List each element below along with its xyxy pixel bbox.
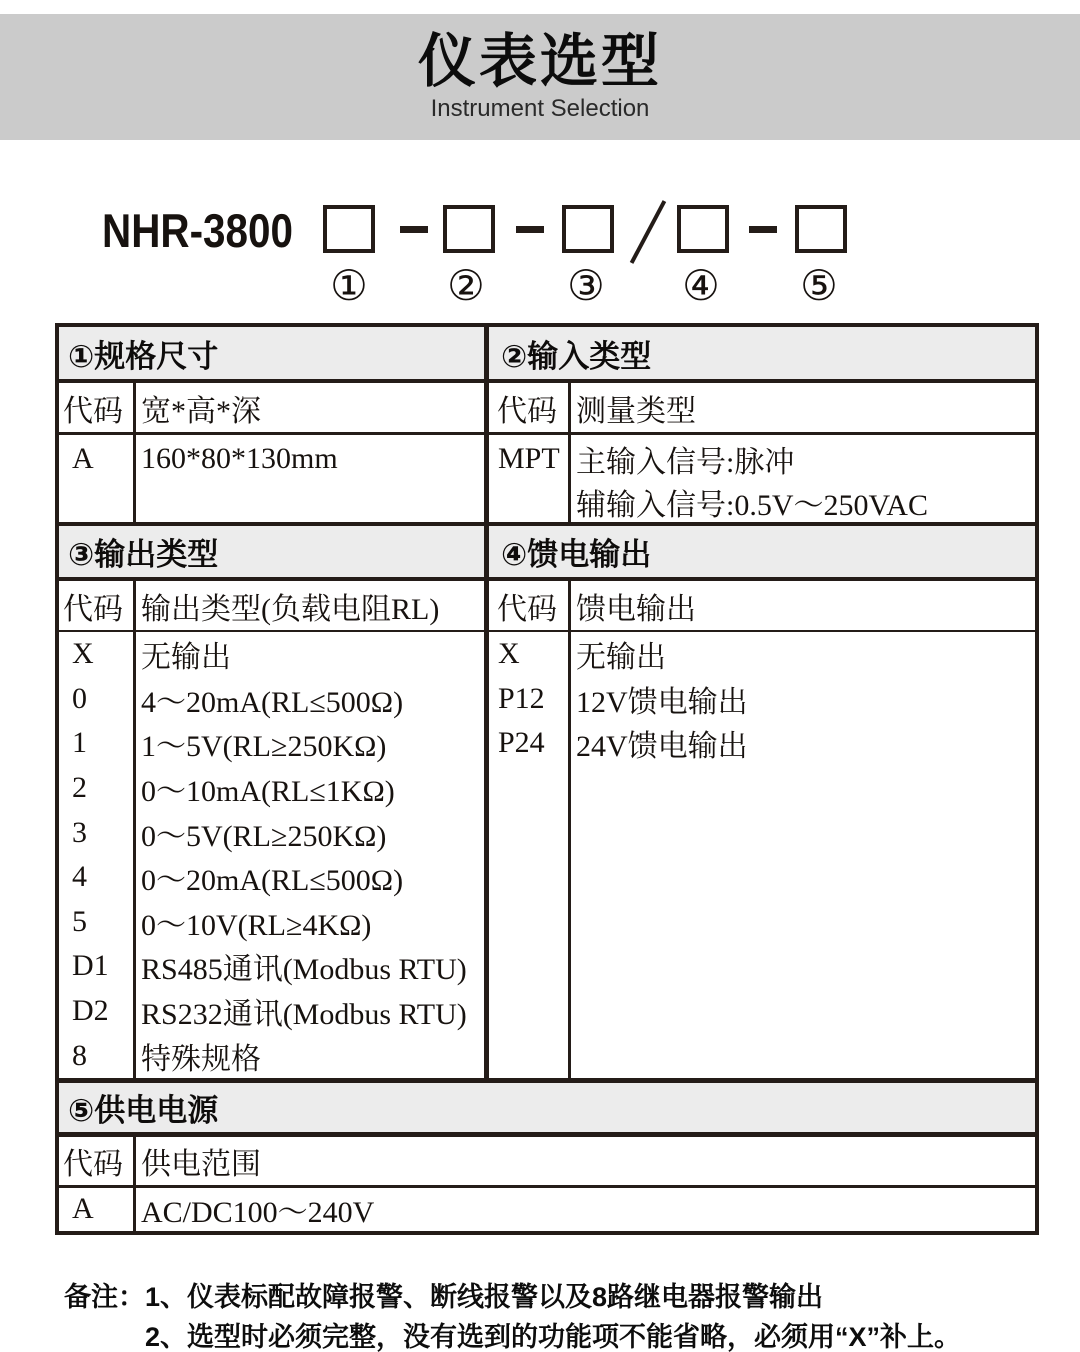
model-slot-box-3 [562, 205, 614, 253]
feed-desc-list [571, 632, 1035, 1078]
section-header-row-3-4 [59, 526, 1035, 581]
column-header-row-1-2 [59, 383, 1035, 435]
slot-number-3: ③ [567, 264, 605, 310]
feed-desc: 24V馈电输出 [576, 730, 748, 764]
output-desc: 0～5V(RL≥250KΩ) [141, 819, 387, 853]
slot-number-5: ⑤ [800, 264, 838, 310]
dash-separator-2 [516, 226, 544, 233]
output-desc: 0～10V(RL≥4KΩ) [141, 908, 372, 942]
output-desc: 无输出 [141, 641, 231, 675]
model-slot-box-4 [677, 205, 729, 253]
feed-code: P12 [498, 681, 545, 715]
note-item-2: 2、选型时必须完整，没有选到的功能项不能省略，必须用“X”补上。 [145, 1322, 962, 1352]
output-code: 8 [72, 1038, 87, 1072]
page-title: 仪表选型 [417, 29, 662, 94]
note-item-1: 1、仪表标配故障报警、断线报警以及8路继电器报警输出 [145, 1282, 824, 1312]
output-code: 3 [72, 815, 87, 849]
slot-number-1: ① [330, 264, 368, 310]
feed-code: X [498, 637, 520, 671]
output-desc: RS232通讯(Modbus RTU) [141, 998, 467, 1032]
model-slot-box-2 [443, 205, 495, 253]
measure-type-column-label: 测量类型 [576, 394, 696, 428]
page-header-band [0, 14, 1080, 140]
output-code: X [72, 637, 94, 671]
section-header-input-type: ②输入类型 [489, 327, 1035, 379]
input-desc-line-2: 辅输入信号:0.5V～250VAC [576, 488, 928, 522]
input-desc-line-1: 主输入信号:脉冲 [576, 445, 795, 479]
input-code: MPT [498, 441, 560, 475]
output-code: 1 [72, 726, 87, 760]
data-row-power-supply [59, 1188, 1035, 1231]
notes [64, 1277, 961, 1352]
model-slot-box-1 [323, 205, 375, 253]
section-header-feed-output: ④馈电输出 [489, 526, 1035, 577]
output-code: 4 [72, 860, 87, 894]
code-column-label: 代码 [59, 1137, 136, 1185]
note-row-1 [64, 1277, 961, 1317]
output-desc: 0～10mA(RL≤1KΩ) [141, 775, 395, 809]
section-header-power-supply: ⑤供电电源 [59, 1083, 1035, 1132]
data-row-output-feed [59, 632, 1035, 1083]
section-header-output-type: ③输出类型 [59, 526, 489, 577]
column-header-row-3-4 [59, 581, 1035, 632]
feed-code-list [489, 632, 571, 1078]
section-header-row-5 [59, 1083, 1035, 1137]
output-desc: 4～20mA(RL≤500Ω) [141, 685, 404, 719]
dash-separator-3 [749, 226, 777, 233]
power-range-column-label: 供电范围 [141, 1148, 261, 1181]
feed-code: P24 [498, 726, 545, 760]
output-desc: 0～20mA(RL≤500Ω) [141, 864, 404, 898]
slot-number-4: ④ [682, 264, 720, 310]
code-column-label: 代码 [59, 581, 136, 630]
output-desc-list [136, 632, 489, 1078]
model-slot-box-5 [795, 205, 847, 253]
power-code: A [72, 1192, 94, 1225]
slot-number-2: ② [447, 264, 485, 310]
model-number: NHR-3800 [102, 204, 293, 257]
output-code: D1 [72, 949, 109, 983]
section-header-row-1-2 [59, 327, 1035, 383]
output-desc: 特殊规格 [141, 1042, 261, 1076]
output-desc: 1～5V(RL≥250KΩ) [141, 730, 387, 764]
size-code: A [72, 441, 94, 475]
output-code: 5 [72, 904, 87, 938]
size-desc: 160*80*130mm [141, 441, 338, 475]
selection-table [55, 323, 1039, 1235]
feed-desc: 12V馈电输出 [576, 685, 748, 719]
output-code-list [59, 632, 136, 1078]
output-desc: RS485通讯(Modbus RTU) [141, 953, 467, 987]
dash-separator-1 [400, 226, 428, 233]
page-subtitle: Instrument Selection [430, 95, 650, 122]
code-column-label: 代码 [59, 383, 136, 432]
feed-output-column-label: 馈电输出 [576, 592, 696, 626]
code-column-label: 代码 [489, 383, 571, 432]
data-row-size-input [59, 435, 1035, 526]
power-desc: AC/DC100～240V [141, 1196, 375, 1229]
output-code: D2 [72, 994, 109, 1028]
slash-separator [630, 200, 666, 264]
output-code: 2 [72, 771, 87, 805]
feed-desc: 无输出 [576, 641, 666, 675]
size-column-label: 宽*高*深 [136, 383, 489, 432]
code-column-label: 代码 [489, 581, 571, 630]
notes-label: 备注： [64, 1282, 145, 1312]
section-header-size: ①规格尺寸 [59, 327, 489, 379]
output-code: 0 [72, 681, 87, 715]
output-type-column-label: 输出类型(负载电阻RL) [136, 581, 489, 630]
column-header-row-5 [59, 1137, 1035, 1188]
